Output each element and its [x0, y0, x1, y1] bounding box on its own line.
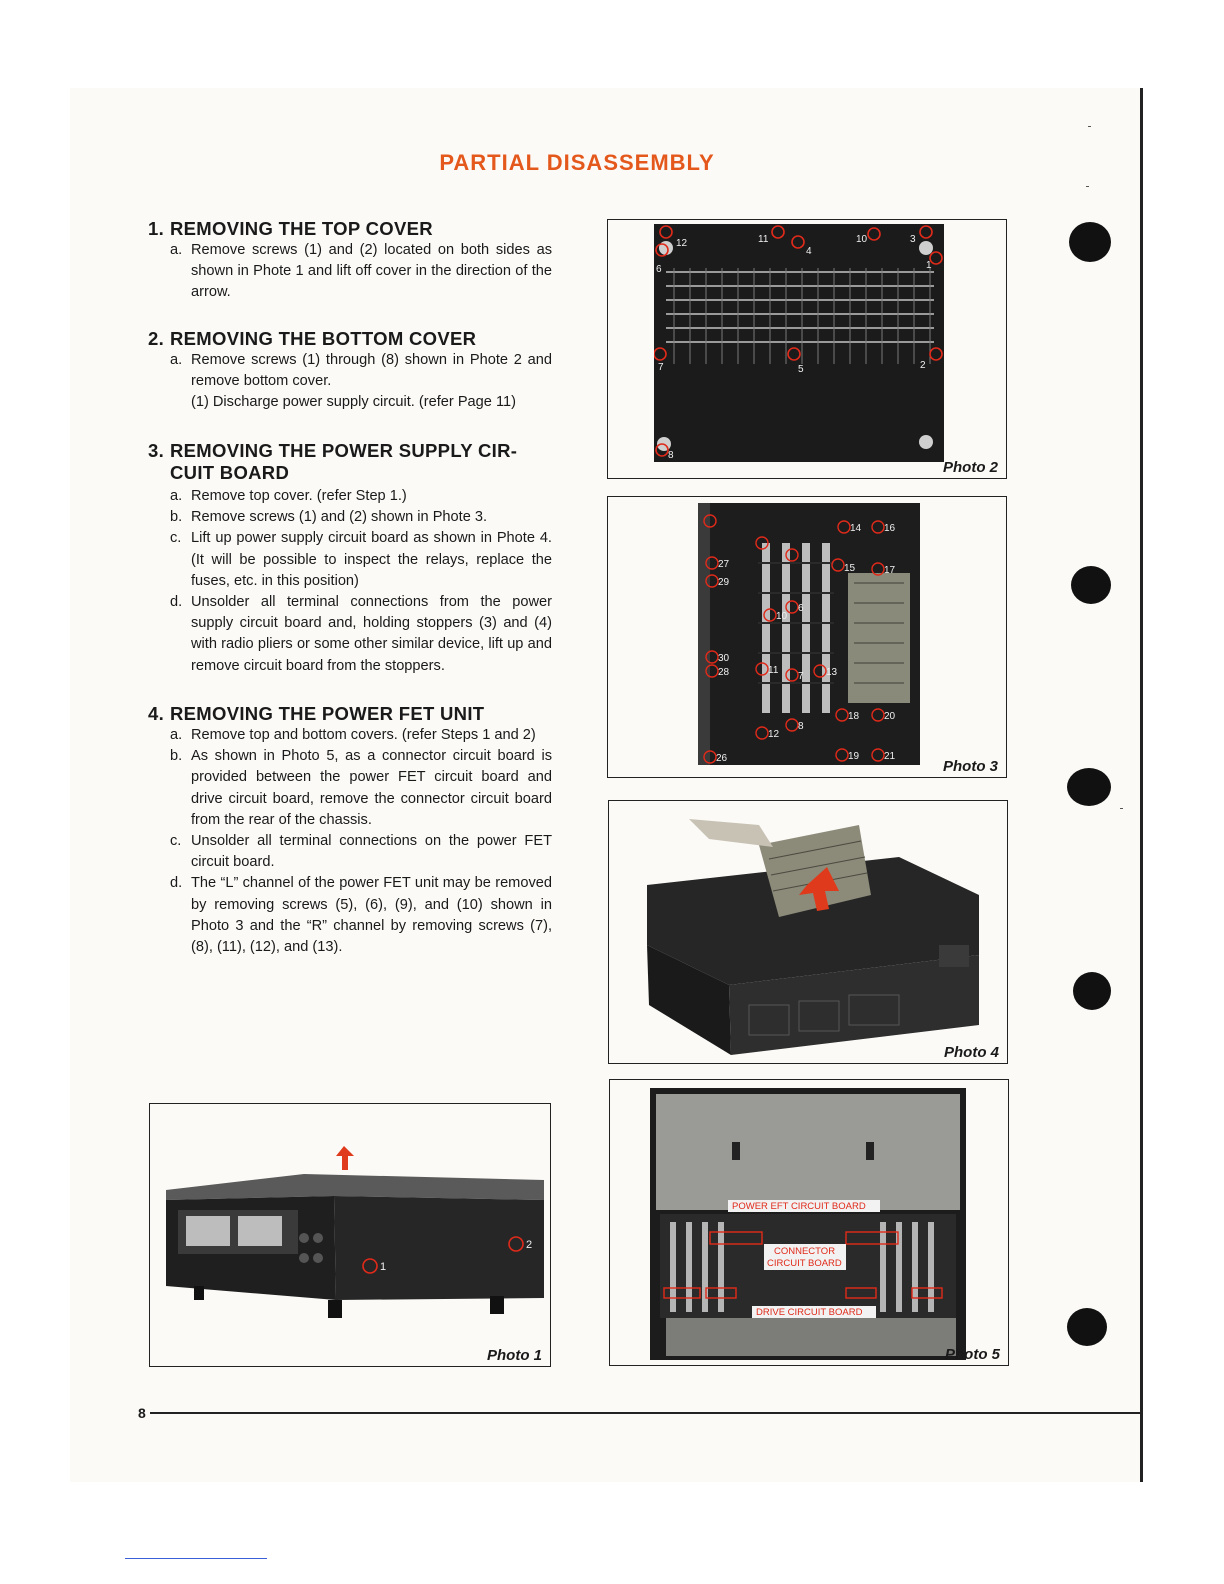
photo-3-label: 10	[776, 611, 788, 622]
photo-3-label: 12	[768, 729, 780, 740]
photo-3-label: 14	[850, 523, 862, 534]
photo-5-image	[646, 1082, 976, 1364]
step-item: d. The “L” channel of the power FET unit may be removed by removing screws (5), (6), (9), and (10) shown in Photo 3 and the “R” channel by removing screws (7), (8), (11), (12), and (13).	[170, 875, 552, 956]
photo-2-label: 6	[656, 264, 662, 275]
photo-1-frame	[149, 1103, 551, 1367]
photo-5-label-connector: CIRCUIT BOARD	[767, 1258, 842, 1269]
photo-2-frame	[607, 219, 1007, 479]
photo-4-image	[639, 805, 979, 1055]
section-heading: 3. REMOVING THE POWER SUPPLY CIR-	[148, 440, 518, 461]
page-title: PARTIAL DISASSEMBLY	[439, 150, 715, 175]
photo-2-label: 2	[920, 360, 926, 371]
step-item: a. Remove screws (1) and (2) located on both sides as shown in Phote 1 and lift off cover in the direction of the arrow.	[170, 242, 552, 301]
photo-2-label: 4	[806, 246, 812, 257]
photo-3-label: 15	[844, 563, 856, 574]
step-item: b. Remove screws (1) and (2) shown in Phote 3.	[170, 509, 488, 526]
photo-5-caption: Photo 5	[945, 1346, 1000, 1363]
page-edge	[1140, 88, 1143, 1482]
page-number: 8	[138, 1405, 146, 1421]
photo-4-caption: Photo 4	[944, 1044, 999, 1061]
photo-2-label: 1	[926, 260, 932, 271]
photo-1-label: 1	[380, 1261, 387, 1273]
photo-3-label: 13	[826, 667, 838, 678]
photo-3-label: 6	[798, 603, 804, 614]
binder-hole	[1071, 566, 1111, 604]
photo-3-label: 17	[884, 565, 896, 576]
photo-3-label: 29	[718, 577, 730, 588]
photo-3-label: 16	[884, 523, 896, 534]
binder-hole	[1073, 972, 1111, 1010]
photo-2-label: 5	[798, 364, 804, 375]
photo-2-label: 8	[668, 450, 674, 461]
section-heading: 2. REMOVING THE BOTTOM COVER	[148, 328, 477, 349]
step-item: c. Unsolder all terminal connections on the power FET circuit board.	[170, 833, 552, 871]
photo-2-caption: Photo 2	[943, 459, 998, 476]
section-2	[148, 328, 552, 414]
binder-hole	[1067, 1308, 1107, 1346]
photo-2-label: 11	[758, 234, 769, 245]
step-item: a. Remove screws (1) through (8) shown in Phote 2 and remove bottom cover.	[170, 352, 552, 390]
photo-3-label: 27	[718, 559, 730, 570]
step-item: b. As shown in Photo 5, as a connector circuit board is provided between the power FET circuit board and drive circuit board, remove the connector circuit board from the rear of the chassis.	[170, 748, 552, 828]
photo-3-label: 7	[798, 671, 804, 682]
photo-1-image	[154, 1110, 544, 1330]
photo-3-label: 28	[718, 667, 730, 678]
step-note: (1) Discharge power supply circuit. (refer Page 11)	[191, 394, 516, 411]
photo-5-frame	[609, 1079, 1009, 1366]
photo-5-label-drive: DRIVE CIRCUIT BOARD	[756, 1307, 863, 1318]
photo-1-caption: Photo 1	[487, 1347, 542, 1364]
section-heading: 4. REMOVING THE POWER FET UNIT	[148, 703, 485, 724]
photo-4-frame	[608, 800, 1008, 1064]
scan-mark	[1088, 126, 1091, 127]
photo-3-label: 20	[884, 711, 896, 722]
photo-3-label: 19	[848, 751, 860, 762]
footer-rule	[150, 1412, 1142, 1414]
photo-3-label: 11	[768, 665, 779, 676]
photo-2-label: 12	[676, 238, 688, 249]
step-item: c. Lift up power supply circuit board as shown in Phote 4. (It will be possible to inspect the relays, replace the fuses, etc. in this position)	[170, 530, 552, 589]
photo-3-label: 30	[718, 653, 730, 664]
photo-3-label: 26	[716, 753, 728, 764]
photo-1-label: 2	[526, 1239, 533, 1251]
photo-3-label: 18	[848, 711, 860, 722]
photo-2-image	[654, 224, 954, 472]
photo-3-caption: Photo 3	[943, 758, 998, 775]
section-heading: 1. REMOVING THE TOP COVER	[148, 218, 433, 239]
section-4	[148, 703, 552, 958]
step-item: a. Remove top and bottom covers. (refer Steps 1 and 2)	[170, 727, 536, 743]
photo-2-label: 3	[910, 234, 916, 245]
photo-3-frame	[607, 496, 1007, 778]
step-item: a. Remove top cover. (refer Step 1.)	[170, 488, 407, 504]
step-item: d. Unsolder all terminal connections from the power supply circuit board and, holding stoppers (3) and (4) with radio pliers or some other similar device, lift up and remove circuit board from the stoppers.	[170, 594, 552, 674]
photo-3-label: 21	[884, 751, 896, 762]
photo-3-label: 8	[798, 721, 804, 732]
photo-5-label-power-fet: POWER EFT CIRCUIT BOARD	[732, 1201, 866, 1212]
scan-mark	[1120, 808, 1123, 809]
section-3	[148, 440, 552, 677]
binder-hole	[1067, 768, 1111, 806]
photo-5-label-connector: CONNECTOR	[774, 1246, 836, 1257]
photo-2-label: 10	[856, 234, 868, 245]
section-heading-cont: CUIT BOARD	[170, 462, 290, 483]
photo-3-image	[698, 503, 928, 769]
binder-hole	[1069, 222, 1111, 262]
photo-2-label: 7	[658, 362, 664, 373]
footer-link-underline	[125, 1558, 267, 1559]
section-1	[148, 218, 552, 304]
scan-mark	[1086, 186, 1089, 187]
